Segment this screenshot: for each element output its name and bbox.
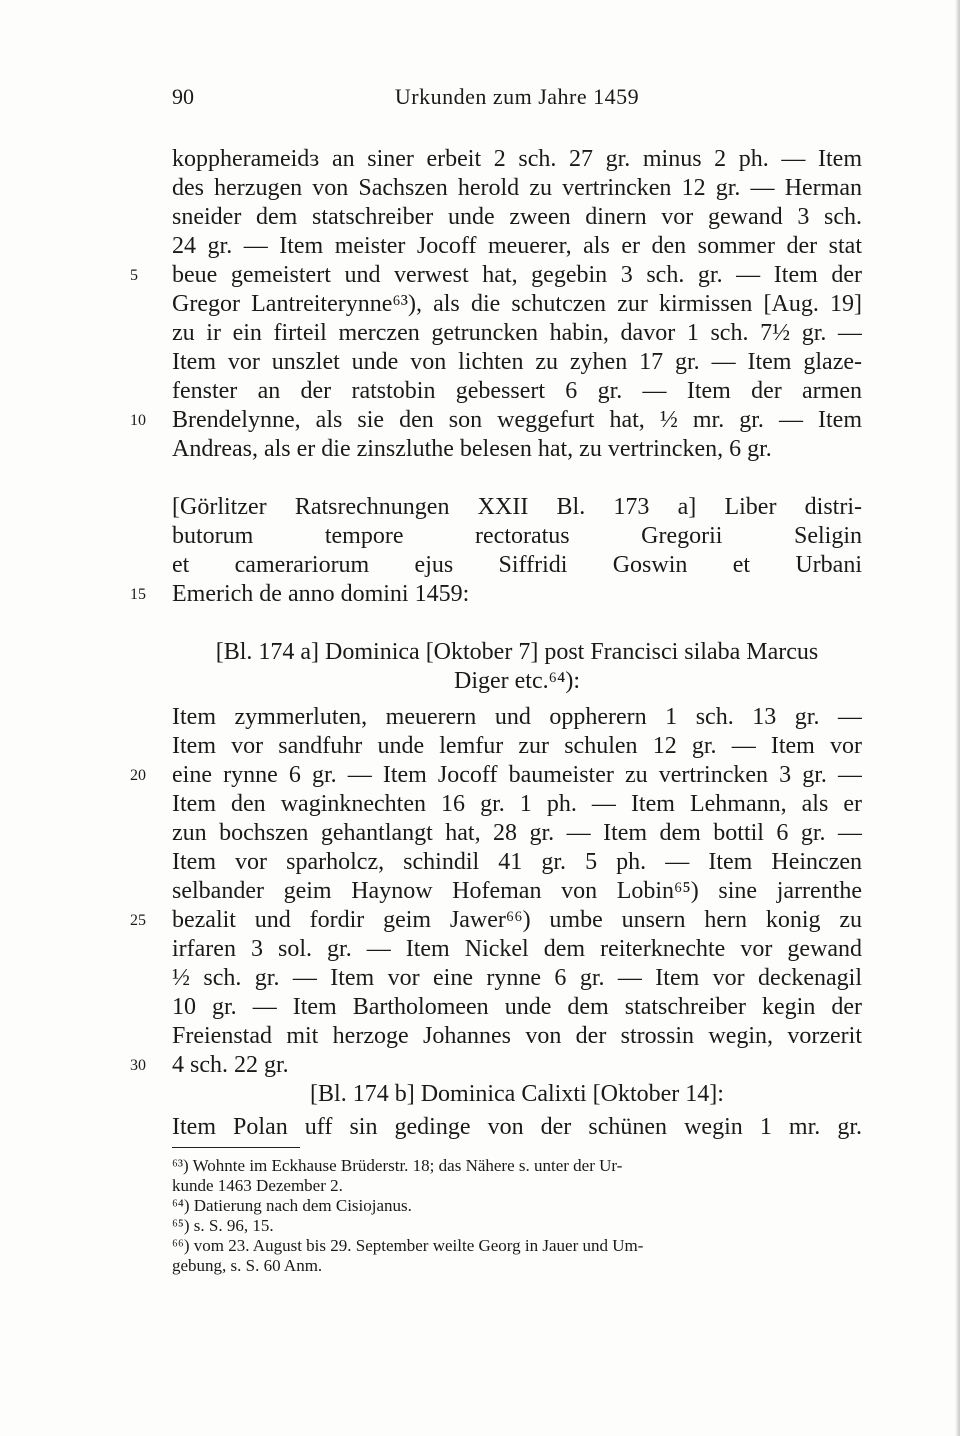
line-number: 5 xyxy=(130,267,138,284)
text-line: [Görlitzer Ratsrechnungen XXII Bl. 173 a] Liber distri- xyxy=(172,494,862,520)
running-head: Urkunden zum Jahre 1459 xyxy=(394,84,640,109)
text-line: Item vor sparholcz, schindil 41 gr. 5 ph. — Item Heinczen xyxy=(172,849,862,875)
text-line: 24 gr. — Item meister Jocoff meuerer, als er den sommer der stat xyxy=(172,233,862,259)
text-line: et camerariorum ejus Siffridi Goswin et Urbani xyxy=(172,552,862,578)
text-line: Item den waginknechten 16 gr. 1 ph. — Item Lehmann, als er xyxy=(172,791,862,817)
footnote-line: ⁶⁶) vom 23. August bis 29. September weilte Georg in Jauer und Um- xyxy=(172,1236,644,1255)
text-line: Freienstad mit herzoge Johannes von der strossin wegin, vorzerit xyxy=(172,1023,862,1049)
text-line: Emerich de anno domini 1459: xyxy=(172,581,470,607)
text-line: beue gemeistert und verwest hat, gegebin 3 sch. gr. — Item der xyxy=(172,262,862,288)
footnote-line: kunde 1463 Dezember 2. xyxy=(172,1176,343,1195)
text-line: zun bochszen gehantlangt hat, 28 gr. — Item dem bottil 6 gr. — xyxy=(172,820,862,846)
footnote-line: gebung, s. S. 60 Anm. xyxy=(172,1256,323,1275)
line-number: 30 xyxy=(130,1057,146,1074)
text-line: koppherameidɜ an siner erbeit 2 sch. 27 gr. minus 2 ph. — Item xyxy=(172,146,862,172)
text-line: Gregor Lantreiterynne⁶³), als die schutczen zur kirmissen [Aug. 19] xyxy=(172,291,862,317)
text-line: bezalit und fordir geim Jawer⁶⁶) umbe unsern hern konig zu xyxy=(172,907,862,933)
line-number: 10 xyxy=(130,412,146,429)
text-line: Brendelynne, als sie den son weggefurt hat, ½ mr. gr. — Item xyxy=(172,407,862,433)
text-line: Item Polan uff sin gedinge von der schünen wegin 1 mr. gr. xyxy=(172,1114,862,1140)
text-line: Andreas, als er die zinszluthe belesen hat, zu vertrincken, 6 gr. xyxy=(172,436,772,462)
text-line: ½ sch. gr. — Item vor eine rynne 6 gr. — Item vor deckenagil xyxy=(172,965,862,991)
line-number: 25 xyxy=(130,912,146,929)
text-line: butorum tempore rectoratus Gregorii Seligin xyxy=(172,523,862,549)
text-line: eine rynne 6 gr. — Item Jocoff baumeister zu vertrincken 3 gr. — xyxy=(172,762,862,788)
line-number: 20 xyxy=(130,767,146,784)
text-line: 4 sch. 22 gr. xyxy=(172,1052,289,1078)
footnote-line: ⁶³) Wohnte im Eckhause Brüderstr. 18; das Nähere s. unter der Ur- xyxy=(172,1156,623,1175)
text-line: des herzugen von Sachszen herold zu vertrincken 12 gr. — Herman xyxy=(172,175,862,201)
footnote-rule xyxy=(172,1147,300,1148)
page-header xyxy=(172,84,862,116)
text-line: Item zymmerluten, meuerern und oppherern 1 sch. 13 gr. — xyxy=(172,704,862,730)
text-line: [Bl. 174 b] Dominica Calixti [Oktober 14]: xyxy=(310,1081,724,1107)
text-line: Item vor unszlet unde von lichten zu zyhen 17 gr. — Item glaze- xyxy=(172,349,862,375)
line-number: 15 xyxy=(130,586,146,603)
text-line: sneider dem statschreiber unde zween dinern vor gewand 3 sch. xyxy=(172,204,862,230)
text-line: Diger etc.⁶⁴): xyxy=(453,668,580,694)
text-line: selbander geim Haynow Hofeman von Lobin⁶⁵) sine jarrenthe xyxy=(172,878,862,904)
footnote-line: ⁶⁵) s. S. 96, 15. xyxy=(172,1216,274,1235)
text-line: 10 gr. — Item Bartholomeen unde dem statschreiber kegin der xyxy=(172,994,862,1020)
page-edge-shadow xyxy=(955,0,960,1436)
text-line: zu ir ein firteil merczen getruncken habin, davor 1 sch. 7½ gr. — xyxy=(172,320,862,346)
text-line: irfaren 3 sol. gr. — Item Nickel dem reiterknechte vor gewand xyxy=(172,936,862,962)
text-line: Item vor sandfuhr unde lemfur zur schulen 12 gr. — Item vor xyxy=(172,733,862,759)
page-number: 90 xyxy=(172,84,194,109)
text-line: [Bl. 174 a] Dominica [Oktober 7] post Francisci silaba Marcus xyxy=(215,639,819,665)
footnote-line: ⁶⁴) Datierung nach dem Cisiojanus. xyxy=(172,1196,412,1215)
text-line: fenster an der ratstobin gebessert 6 gr. — Item der armen xyxy=(172,378,862,404)
